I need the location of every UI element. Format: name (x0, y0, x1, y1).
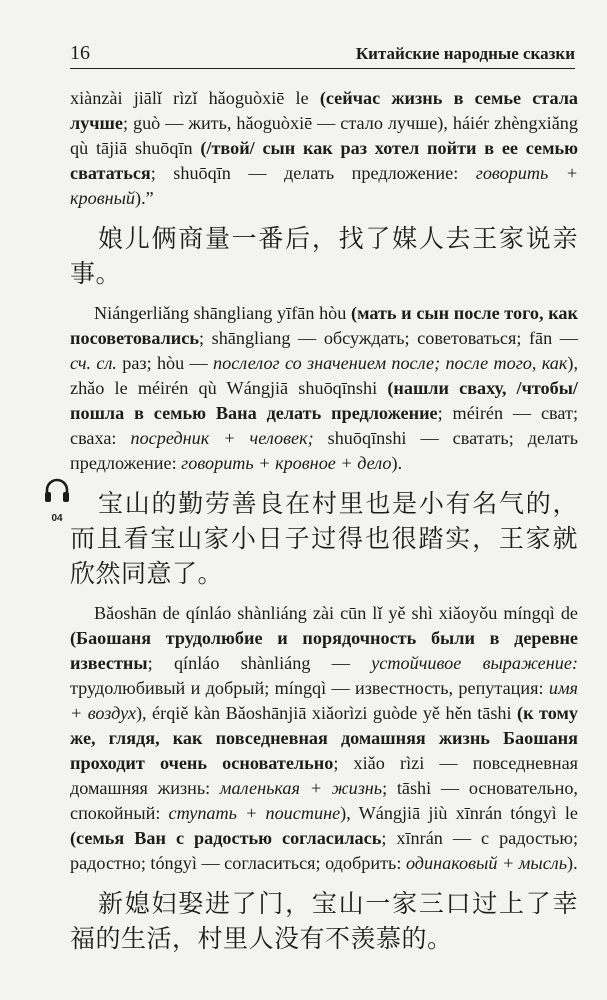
audio-track-number: 04 (51, 513, 63, 524)
headphones-icon (43, 478, 71, 504)
running-title: Китайские народные сказки (355, 44, 575, 63)
gloss-paragraph-2: Niángerliǎng shāngliang yīfān hòu (мать и сын после того, как посоветовались; shāngliang — обсуждать; советоваться; fān — сч. сл. раз; hòu — послелог со значением после; после того, как), zhǎo le méirén qù Wángjiā shuōqīnshi (нашли сваху, /чтобы/ пошла в семью Вана делать предложение; méirén — сват; сваха: посредник + человек; shuōqīnshi — сватать; делать предложение: говорить + кровное + дело). (70, 303, 579, 473)
chinese-text-3: 新媳妇娶进了门，宝山一家三口过上了幸福的生活，村里人没有不羡慕的。 (70, 889, 578, 953)
chinese-text-1: 娘儿俩商量一番后，找了媒人去王家说亲事。 (70, 224, 578, 288)
page-content (70, 86, 578, 966)
gloss-paragraph-3: Bǎoshān de qínláo shànliáng zài cūn lǐ yě shì xiǎoyǒu míngqì de (Баошаня трудолюбие и порядочность были в деревне известны; qínláo shànliáng — устойчивое выражение: трудолюбивый и добрый; míngqì — известность, репутация: имя + воздух), érqiě kàn Bǎoshānjiā xiǎorìzi guòde yě hěn tāshi (к тому же, глядя, как повседневная домашняя жизнь Баошаня проходит очень основательно; xiǎo rìzi — повседневная домашняя жизнь: маленькая + жизнь; tāshi — основательно, спокойный: ступать + поистине), Wángjiā jiù xīnrán tóngyì le (семья Ван с радостью согласилась; xīnrán — с радостью; радостно; tóngyì — согласиться; одобрить: одинаковый + мысль). (70, 603, 579, 873)
chinese-text-2: 宝山的勤劳善良在村里也是小有名气的，而且看宝山家小日子过得也很踏实，王家就欣然同意了。 (70, 489, 578, 588)
page-number: 16 (70, 42, 90, 64)
running-header (70, 40, 575, 69)
audio-track-marker[interactable] (42, 478, 72, 524)
gloss-paragraph-1: xiànzài jiālǐ rìzǐ hǎoguòxiē le (сейчас жизнь в семье стала лучше; guò — жить, hǎoguòxiē — стало лучше), háiér zhèngxiǎng qù tājiā shuōqīn (/твой/ сын как раз хотел пойти в ее семью свататься; shuōqīn — делать предложение: говорить + кровный).” (70, 88, 578, 208)
